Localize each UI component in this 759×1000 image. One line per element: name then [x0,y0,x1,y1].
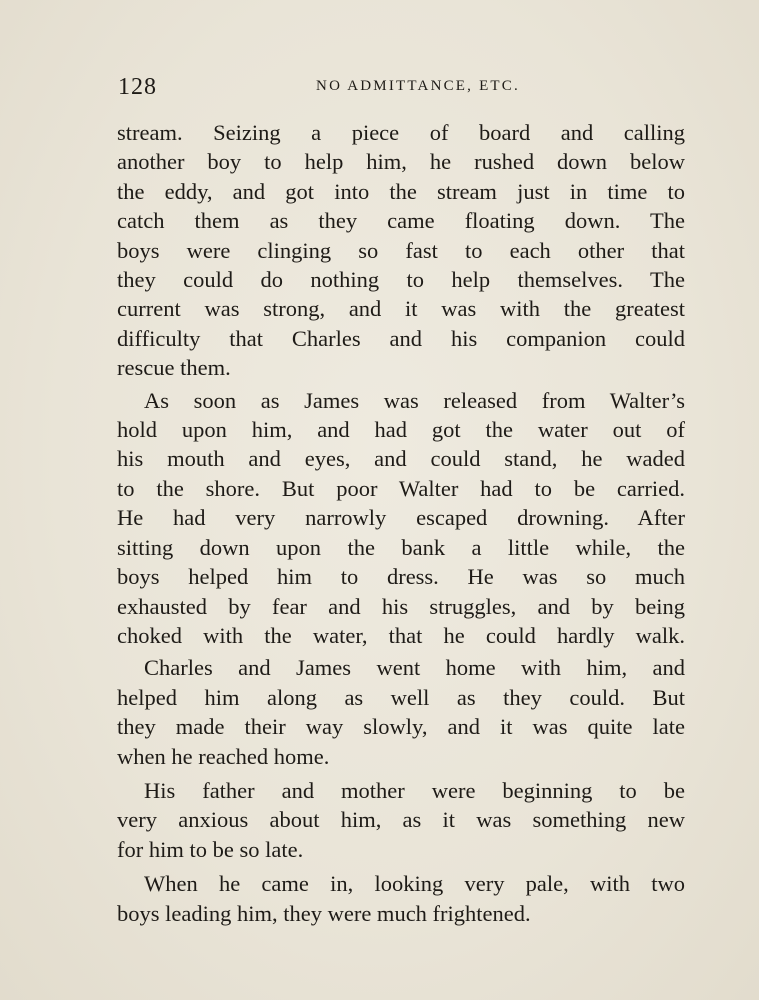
text-line: Charles and James went home with him, and [144,655,685,681]
text-line: current was strong, and it was with the greatest [117,296,685,322]
text-line: boys leading him, they were much frightened. [117,900,531,926]
text-line: boys helped him to dress. He was so much [117,564,685,590]
text-line: another boy to help him, he rushed down below [117,149,685,175]
text-line: choked with the water, that he could hardly walk. [117,622,685,648]
paragraph-1 [117,118,685,383]
text-line: to the shore. But poor Walter had to be carried. [117,475,685,501]
text-line: rescue them. [117,355,231,381]
text-line: exhausted by fear and his struggles, and by being [117,593,685,619]
text-line: very anxious about him, as it was something new [117,807,685,833]
text-line: for him to be so late. [117,836,304,862]
text-line: helped him along as well as they could. But [117,684,685,710]
text-line: He had very narrowly escaped drowning. After [117,505,685,531]
paragraph-2 [117,386,685,651]
text-line: they could do nothing to help themselves. The [117,267,685,293]
text-line: His father and mother were beginning to be [144,777,685,803]
text-line: boys were clinging so fast to each other that [117,237,685,263]
body-text [117,118,685,928]
text-line: stream. Seizing a piece of board and calling [117,120,685,145]
running-head: NO ADMITTANCE, ETC. [316,78,520,94]
text-line: the eddy, and got into the stream just in time to [117,178,685,204]
text-line: they made their way slowly, and it was quite late [117,714,685,740]
text-line: difficulty that Charles and his companion could [117,325,685,351]
text-line: As soon as James was released from Walter’s [144,387,685,413]
text-line: his mouth and eyes, and could stand, he waded [117,446,685,472]
page-header [118,74,688,104]
paragraph-4 [117,776,685,864]
paragraph-3 [117,653,685,771]
text-line: hold upon him, and had got the water out of [117,417,685,443]
text-line: catch them as they came floating down. The [117,208,685,234]
page-number: 128 [118,74,157,100]
text-line: sitting down upon the bank a little while, the [117,534,685,560]
text-line: when he reached home. [117,743,330,769]
paragraph-5 [117,869,685,928]
text-line: When he came in, looking very pale, with two [144,871,685,897]
